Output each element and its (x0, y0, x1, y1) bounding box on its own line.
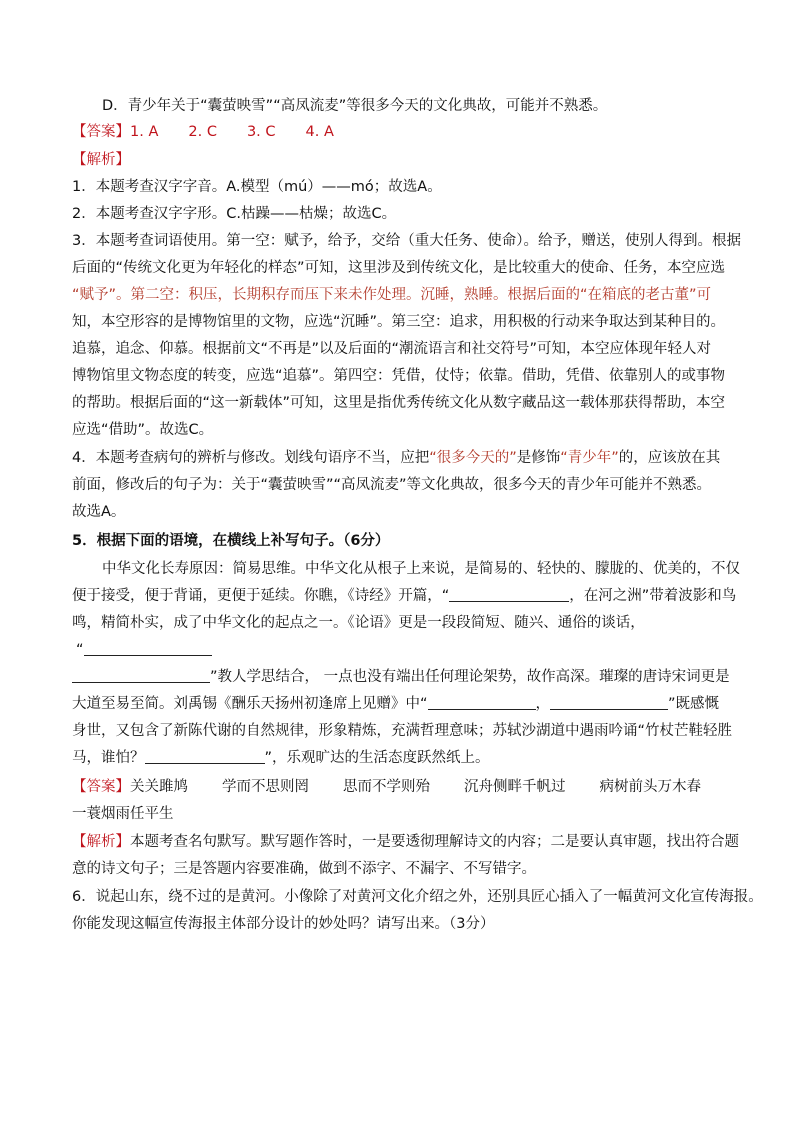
highlight-phrase: “青少年” (560, 450, 619, 466)
q5-paragraph-line: 中华文化长寿原因：简易思维。中华文化从根子上来说，是简易的、轻快的、朦胧的、优美的，不仅 (102, 561, 740, 577)
analysis-4-text: 的，应该放在其 (618, 450, 721, 466)
analysis-5-line (72, 832, 739, 852)
fill-blank[interactable] (449, 587, 569, 602)
analysis-3-line: 的帮助。根据后面的“这一新载体”可知，这里是指优秀传统文化从数字藏品这一载体那获得帮助，本空 (72, 395, 726, 411)
analysis-3-line: 博物馆里文物态度的转变，应选“追慕”。第四空：凭借，仗恃；依靠。借助，凭借、依靠别人的或事物 (72, 368, 726, 384)
q5-paragraph-line (72, 586, 736, 606)
analysis-3-line: “赋予”。第二空：积压，长期积存而压下来未作处理。沉睡，熟睡。根据后面的“在箱底的老古董”可 (72, 287, 712, 303)
answer-item: 关关雎鸠 (130, 779, 188, 795)
q5-text: 大道至易至简。刘禹锡《酬乐天扬州初逢席上见赠》中“ (72, 696, 428, 712)
q5-paragraph-line (76, 640, 212, 660)
q5-text: ， (535, 696, 551, 712)
fill-blank[interactable] (428, 695, 536, 710)
q5-paragraph-line (72, 667, 730, 687)
analysis-tag: 【解析】 (72, 152, 130, 168)
answer-item: 思而不学则殆 (343, 779, 430, 795)
answer-item: 2. C (188, 124, 217, 140)
fill-blank[interactable] (84, 641, 212, 656)
answer-item: 一蓑烟雨任平生 (72, 806, 174, 822)
answer-item: 沉舟侧畔千帆过 (464, 779, 566, 795)
q5-paragraph-line (72, 694, 719, 714)
answer-item: 学而不思则罔 (222, 779, 309, 795)
q5-text: 便于接受，便于背诵，更便于延续。你瞧，《诗经》开篇，“ (72, 588, 450, 604)
answer-item: 3. C (246, 124, 276, 140)
question-6-line: 6．说起山东，绕不过的是黄河。小像除了对黄河文化介绍之外，还别具匠心插入了一幅黄河文化宣传海报。 (72, 889, 763, 905)
fill-blank[interactable] (72, 668, 210, 683)
analysis-tag: 【解析】 (72, 834, 130, 850)
answer-item: 1. A (130, 124, 159, 140)
analysis-3-line: 知，本空形容的是博物馆里的文物，应选“沉睡”。第三空：追求，用积极的行动来争取达到某种目的。 (72, 314, 726, 330)
answer-item: 病树前头万木春 (599, 779, 701, 795)
question-6-line: 你能发现这幅宣传海报主体部分设计的妙处吗？请写出来。（3分） (72, 916, 495, 932)
analysis-3-line: 应选“借助”。故选C。 (72, 422, 214, 438)
q5-paragraph-line (72, 748, 490, 768)
analysis-5-text: 本题考查名句默写。默写题作答时，一是要透彻理解诗文的内容；二是要认真审题，找出符合题 (130, 834, 739, 850)
fill-blank[interactable] (550, 695, 668, 710)
q5-text: ，在河之洲”带着波影和鸟 (569, 588, 737, 604)
q5-paragraph-line: 鸣，精简朴实，成了中华文化的起点之一。《论语》更是一段段简短、随兴、通俗的谈话， (72, 615, 645, 631)
analysis-1: 1．本题考查汉字字音。A.模型（mú）——mó；故选A。 (72, 179, 442, 195)
q5-text: ”既感慨 (668, 696, 720, 712)
analysis-4-text: 是修饰 (516, 450, 561, 466)
question-5-title: 5．根据下面的语境，在横线上补写句子。（6分） (72, 533, 390, 549)
analysis-3-line: 后面的“传统文化更为年轻化的样态”可知，这里涉及到传统文化，是比较重大的使命、任务，本空应选 (72, 260, 726, 276)
analysis-3-line: 3．本题考查词语使用。第一空：赋予，给予，交给（重大任务、使命）。给予，赠送，使别人得到。根据 (72, 233, 741, 249)
option-d: D．青少年关于“囊萤映雪”“高凤流麦”等很多今天的文化典故，可能并不熟悉。 (102, 98, 608, 114)
q5-text: 马，谁怕？ (72, 750, 145, 766)
q5-text: ”教人学思结合， 一点也没有端出任何理论架势，故作高深。璀璨的唐诗宋词更是 (210, 669, 730, 685)
highlight-phrase: “很多今天的” (429, 450, 517, 466)
answer-item: 4. A (305, 124, 334, 140)
q5-paragraph-line: 身世，又包含了新陈代谢的自然规律，形象精炼，充满哲理意味；苏轼沙湖道中遇雨吟诵“竹杖芒鞋轻胜 (72, 723, 733, 739)
answer-line-1 (72, 122, 334, 142)
analysis-5-line: 意的诗文句子；三是答题内容要准确，做到不添字、不漏字、不写错字。 (72, 861, 536, 877)
answer-tag: 【答案】 (72, 779, 130, 795)
analysis-4-line: 前面，修改后的句子为：关于“囊萤映雪”“高凤流麦”等文化典故，很多今天的青少年可能并不熟悉。 (72, 477, 712, 493)
analysis-2: 2．本题考查汉字字形。C.枯躁——枯燥；故选C。 (72, 206, 397, 222)
answer-tag: 【答案】 (72, 124, 130, 140)
q5-text: “ (76, 642, 84, 658)
analysis-4-text: 4．本题考查病句的辨析与修改。划线句语序不当，应把 (72, 450, 430, 466)
q5-text: ”，乐观旷达的生活态度跃然纸上。 (264, 750, 490, 766)
answer-line-2 (72, 777, 701, 797)
analysis-3-line: 追慕，追念、仰慕。根据前文“不再是”以及后面的“潮流语言和社交符号”可知，本空应体现年轻人对 (72, 341, 712, 357)
fill-blank[interactable] (145, 749, 265, 764)
analysis-4-line (72, 448, 720, 468)
analysis-4-line: 故选A。 (72, 504, 126, 520)
